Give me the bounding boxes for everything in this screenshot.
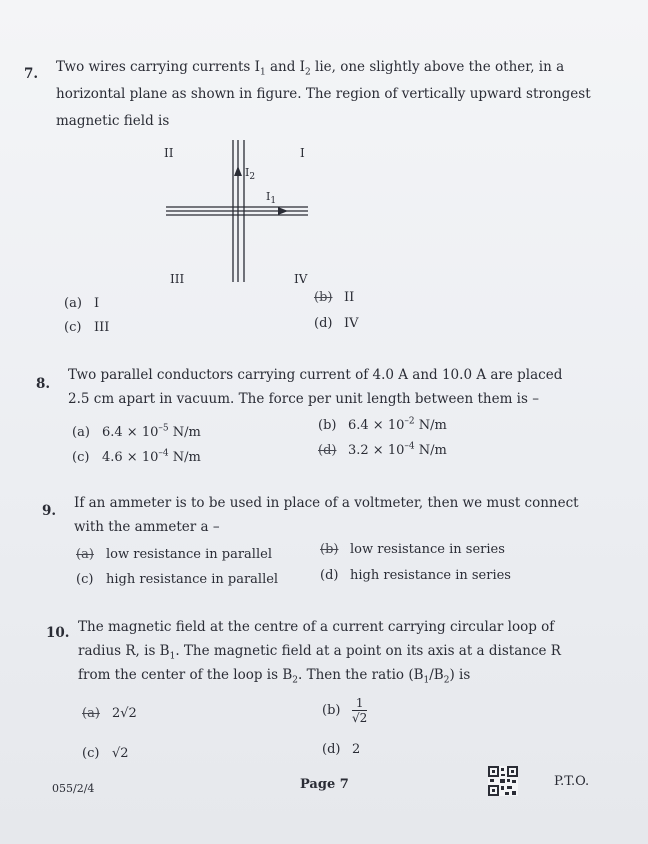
q7-option-c[interactable]: (c) III [64,320,110,335]
page-number: Page 7 [300,777,349,792]
q7-option-d[interactable]: (d) IV [314,316,359,331]
q7-number: 7. [24,66,39,82]
q10-option-c[interactable]: (c) √2 [82,746,129,761]
q8-option-a[interactable]: (a) $6.4 \times 10^{-5}$ N/m [72,423,201,440]
q8-number: 8. [36,376,51,392]
i2-label: $I_2$ [245,166,256,183]
q10-line2: radius R, is $B_1$. The magnetic field at a point on its axis at a distance R [78,643,561,662]
region-ii-label: II [164,146,174,160]
q8-line1: Two parallel conductors carrying current of 4.0 A and 10.0 A are placed [68,367,563,383]
fraction-one-over-root-two: $\frac{1}{√2}$ [352,696,368,725]
q8-line2: 2.5 cm apart in vacuum. The force per unit length between them is – [68,391,539,407]
q10-number: 10. [46,625,70,641]
q9-option-a[interactable]: (a) low resistance in parallel [76,547,272,562]
q7-option-b[interactable]: (b) II [314,290,355,305]
q10-option-b[interactable]: (b) $\frac{1}{√2}$ [322,696,368,725]
q8-option-d[interactable]: (d) $3.2 \times 10^{-4}$ N/m [318,441,447,458]
region-iv-label: IV [294,272,308,286]
q8-option-c[interactable]: (c) $4.6 \times 10^{-4}$ N/m [72,448,201,465]
q9-option-c[interactable]: (c) high resistance in parallel [76,572,279,587]
pto-label: P.T.O. [554,774,590,789]
region-iii-label: III [170,272,185,286]
q10-text [78,616,638,686]
q10-line1: The magnetic field at the centre of a current carrying circular loop of [78,619,555,635]
arrow-up-icon [234,166,242,176]
q9-option-d[interactable]: (d) high resistance in series [320,568,511,583]
q8-text [68,364,628,410]
i1-label: $I_1$ [266,190,277,207]
q9-number: 9. [42,503,57,519]
q8-option-b[interactable]: (b) $6.4 \times 10^{-2}$ N/m [318,416,447,433]
region-i-label: I [300,146,305,160]
q10-option-a[interactable]: (a) 2√2 [82,706,137,721]
q10-line3: from the center of the loop is $B_2$. Then the ratio $(B_1/B_2)$ is [78,667,471,686]
wires-diagram [160,136,320,286]
qr-code-icon [488,766,518,796]
q7-option-a[interactable]: (a) I [64,296,100,311]
q7-line2: horizontal plane as shown in figure. The region of vertically upward strongest [56,86,591,102]
q7-line3: magnetic field is [56,113,170,129]
q9-option-b[interactable]: (b) low resistance in series [320,542,505,557]
q7-text [56,56,616,132]
q9-line2: with the ammeter a – [74,519,220,535]
paper-code: 055/2/4 [52,782,95,795]
q9-text [74,492,634,538]
q7-line1: Two wires carrying currents $I_1$ and $I_2$ lie, one slightly above the other, in a [56,59,565,78]
q9-line1: If an ammeter is to be used in place of a voltmeter, then we must connect [74,495,579,511]
arrow-right-icon [278,207,288,215]
q10-option-d[interactable]: (d) 2 [322,742,361,757]
